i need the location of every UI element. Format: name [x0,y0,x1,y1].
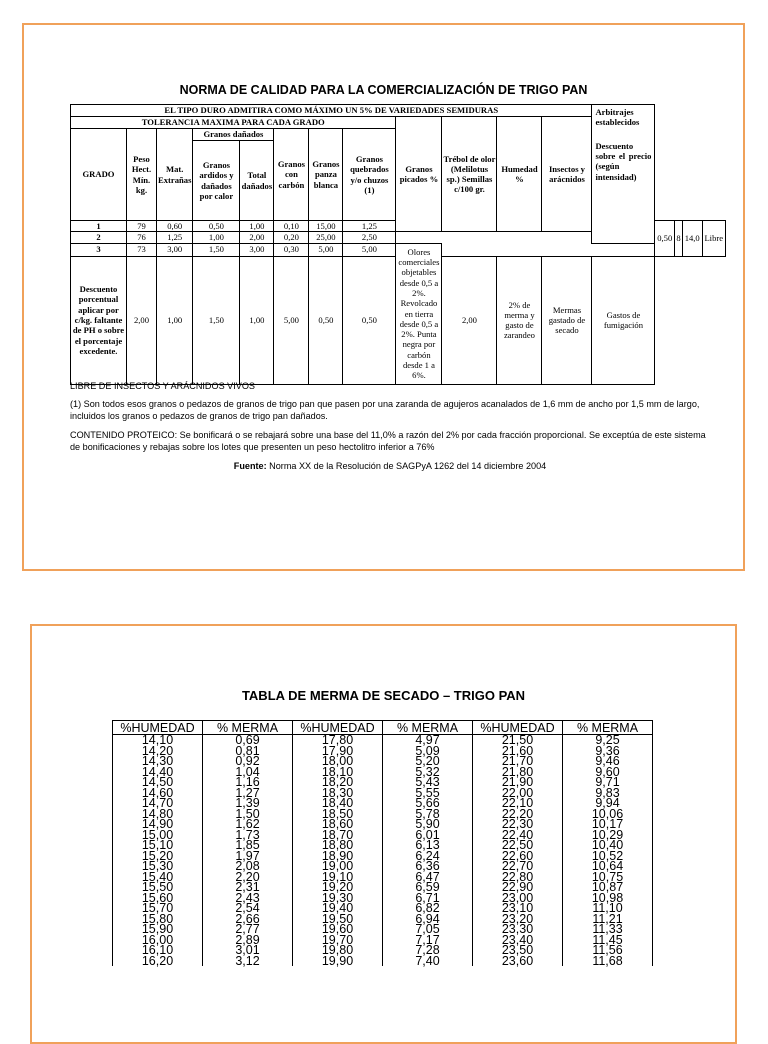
humedad-cell: 22,20 [473,809,563,820]
humedad-cell: 15,40 [113,872,203,883]
humedad-header: Humedad % [497,117,542,232]
carbon-cell: 0,20 [274,232,309,243]
humedad-shared-cell: 14,0 [682,221,702,257]
total-cell: 1,00 [240,221,274,232]
table-row [113,903,653,914]
desc-mat-cell: 1,00 [157,256,193,384]
merma-cell: 10,40 [563,840,653,851]
merma-cell: 6,13 [383,840,473,851]
humedad-cell: 18,30 [293,788,383,799]
merma-cell: 2,66 [203,914,293,925]
total-header: Total dañados [240,141,274,221]
table-row [113,777,653,788]
merma-cell: 1,04 [203,767,293,778]
merma-cell: 6,82 [383,903,473,914]
table-row [113,735,653,746]
humedad-cell: 15,30 [113,861,203,872]
merma-cell: 2,43 [203,893,293,904]
humedad-cell: 19,70 [293,935,383,946]
merma-cell: 5,55 [383,788,473,799]
humedad-cell: 23,20 [473,914,563,925]
desc-total-cell: 1,00 [240,256,274,384]
merma-header-row [113,721,653,735]
merma-cell: 1,16 [203,777,293,788]
desc-carbon-cell: 5,00 [274,256,309,384]
humedad-cell: 15,70 [113,903,203,914]
merma-cell: 9,83 [563,788,653,799]
humedad-cell: 23,10 [473,903,563,914]
merma-cell: 7,17 [383,935,473,946]
quebrados-cell: 5,00 [343,243,396,256]
mat-cell: 0,60 [157,221,193,232]
merma-cell: 5,09 [383,746,473,757]
humedad-cell: 15,80 [113,914,203,925]
humedad-cell: 23,50 [473,945,563,956]
table-row [113,914,653,925]
ardidos-header: Granos ardidos y dañados por calor [193,141,240,221]
humedad-cell: 22,80 [473,872,563,883]
humedad-cell: 22,90 [473,882,563,893]
merma-cell: 1,50 [203,809,293,820]
merma-cell: 11,21 [563,914,653,925]
table-row [113,882,653,893]
humedad-cell: 16,20 [113,956,203,967]
humedad-cell: 17,90 [293,746,383,757]
merma-cell: 9,46 [563,756,653,767]
peso-header: Peso Hect. Mín. kg. [127,129,157,221]
table-row [113,851,653,862]
tolerancia-cell: TOLERANCIA MAXIMA PARA CADA GRADO [71,117,396,129]
total-cell: 3,00 [240,243,274,256]
arbitrajes-header [592,105,655,244]
table-row [113,819,653,830]
merma-cell: 6,24 [383,851,473,862]
merma-cell: 10,98 [563,893,653,904]
mat-cell: 1,25 [157,232,193,243]
table-row [113,809,653,820]
norma-notes [70,380,710,478]
humedad-cell: 23,60 [473,956,563,967]
merma-cell: 7,05 [383,924,473,935]
total-cell: 2,00 [240,232,274,243]
humedad-cell: 21,90 [473,777,563,788]
desc-peso-cell: 2,00 [127,256,157,384]
descuento-precio-label: Descuento sobre el precio (según intensidad) [595,140,652,182]
table-row [113,893,653,904]
merma-cell: 6,01 [383,830,473,841]
merma-cell: 1,62 [203,819,293,830]
table-row [113,756,653,767]
merma-cell: 11,45 [563,935,653,946]
humedad-cell: 14,20 [113,746,203,757]
fuente-line [70,460,710,473]
merma-cell: 7,40 [383,956,473,967]
humedad-cell: 15,20 [113,851,203,862]
merma-cell: 5,66 [383,798,473,809]
merma-cell: 2,77 [203,924,293,935]
merma-cell: 1,97 [203,851,293,862]
table-row [113,840,653,851]
merma-cell: 5,32 [383,767,473,778]
desc-ardidos-cell: 1,50 [193,256,240,384]
humedad-cell: 18,40 [293,798,383,809]
humedad-col-header: %HUMEDAD [293,721,383,735]
humedad-cell: 19,80 [293,945,383,956]
humedad-cell: 19,30 [293,893,383,904]
panza-header: Granos panza blanca [309,129,343,221]
peso-cell: 79 [127,221,157,232]
merma-cell: 0,69 [203,735,293,746]
merma-cell: 3,01 [203,945,293,956]
merma-cell: 2,54 [203,903,293,914]
humedad-cell: 14,40 [113,767,203,778]
merma-cell: 9,25 [563,735,653,746]
humedad-cell: 16,10 [113,945,203,956]
merma-cell: 6,59 [383,882,473,893]
merma-cell: 5,90 [383,819,473,830]
desc-insectos-cell: Gastos de fumigación [592,256,655,384]
descuento-label-cell: Descuento porcentual aplicar por c/kg. faltante de PH o sobre el porcentaje excedente. [71,256,127,384]
humedad-cell: 22,00 [473,788,563,799]
picados-shared-cell: 0,50 [655,221,675,257]
merma-cell: 9,36 [563,746,653,757]
humedad-cell: 21,60 [473,746,563,757]
peso-cell: 76 [127,232,157,243]
humedad-cell: 21,80 [473,767,563,778]
humedad-cell: 14,30 [113,756,203,767]
table-row [113,935,653,946]
humedad-cell: 15,00 [113,830,203,841]
merma-cell: 10,17 [563,819,653,830]
trebol-header: Trébol de olor (Melilotus sp.) Semillas c/100 gr. [442,117,497,232]
mat-header: Mat. Extrañas [157,129,193,221]
humedad-cell: 18,10 [293,767,383,778]
grado-cell: 2 [71,232,127,243]
merma-cell: 5,43 [383,777,473,788]
merma-cell: 0,81 [203,746,293,757]
insectos-shared-cell: Libre [702,221,726,257]
merma-col-header: % MERMA [383,721,473,735]
quebrados-cell: 2,50 [343,232,396,243]
humedad-cell: 14,50 [113,777,203,788]
merma-cell: 10,75 [563,872,653,883]
humedad-cell: 17,80 [293,735,383,746]
humedad-cell: 18,70 [293,830,383,841]
ardidos-cell: 1,00 [193,232,240,243]
merma-cell: 10,52 [563,851,653,862]
norma-card [22,23,745,571]
norma-title: NORMA DE CALIDAD PARA LA COMERCIALIZACIÓN DE TRIGO PAN [179,83,588,97]
libre-insectos-note: LIBRE DE INSECTOS Y ARÁCNIDOS VIVOS [70,381,255,391]
merma-cell: 5,20 [383,756,473,767]
humedad-cell: 22,30 [473,819,563,830]
grado-header: GRADO [71,129,127,221]
table-row [113,788,653,799]
humedad-cell: 18,80 [293,840,383,851]
humedad-cell: 19,60 [293,924,383,935]
merma-cell: 2,20 [203,872,293,883]
contenido-proteico-note: CONTENIDO PROTEICO: Se bonificará o se rebajará sobre una base del 11,0% a razón del 2% por cada fracción proporcional. Se exceptúa de este sistema de bonificaciones y rebajas sobre los lotes que presenten un peso hectolitro inferior a 76% [70,429,706,453]
table-row [113,872,653,883]
merma-cell: 5,78 [383,809,473,820]
table-row [113,830,653,841]
fuente-label: Fuente: [233,460,267,471]
merma-cell: 11,56 [563,945,653,956]
merma-cell: 2,31 [203,882,293,893]
table-row [113,861,653,872]
humedad-cell: 14,10 [113,735,203,746]
merma-cell: 9,94 [563,798,653,809]
humedad-cell: 18,60 [293,819,383,830]
humedad-cell: 18,90 [293,851,383,862]
quebrados-header: Granos quebrados y/o chuzos (1) [343,129,396,221]
merma-cell: 6,71 [383,893,473,904]
humedad-cell: 19,00 [293,861,383,872]
table-row [113,746,653,757]
humedad-cell: 22,40 [473,830,563,841]
merma-cell: 11,10 [563,903,653,914]
grado-cell: 1 [71,221,127,232]
merma-cell: 10,29 [563,830,653,841]
humedad-cell: 16,00 [113,935,203,946]
humedad-col-header: %HUMEDAD [113,721,203,735]
desc-quebrados-cell: 0,50 [343,256,396,384]
panza-cell: 25,00 [309,232,343,243]
merma-cell: 0,92 [203,756,293,767]
humedad-cell: 23,00 [473,893,563,904]
picados-header: Granos picados % [396,117,442,232]
merma-col-header: % MERMA [203,721,293,735]
table-row [113,945,653,956]
merma-cell: 9,60 [563,767,653,778]
humedad-cell: 19,40 [293,903,383,914]
humedad-cell: 19,10 [293,872,383,883]
merma-cell: 2,89 [203,935,293,946]
merma-cell: 9,71 [563,777,653,788]
merma-cell: 10,87 [563,882,653,893]
merma-table [112,720,653,966]
carbon-header: Granos con carbón [274,129,309,221]
peso-cell: 73 [127,243,157,256]
footnote-1: (1) Son todos esos granos o pedazos de granos de trigo pan que pasen por una zaranda de agujeros acanalados de 1,6 mm de ancho por 1,5 mm de largo, incluidos los granos o pedazos de granos de trigo pan dañados. [70,398,700,422]
merma-cell: 7,28 [383,945,473,956]
trebol-shared-cell: 8 [675,221,683,257]
granos-danados-header: Granos dañados [193,129,274,141]
table-row [113,767,653,778]
banner-cell: EL TIPO DURO ADMITIRA COMO MÁXIMO UN 5% DE VARIEDADES SEMIDURAS [71,105,592,117]
desc-trebol-cell: 2% de merma y gasto de zarandeo [497,256,542,384]
humedad-cell: 15,60 [113,893,203,904]
humedad-cell: 14,70 [113,798,203,809]
panza-cell: 15,00 [309,221,343,232]
merma-cell: 1,85 [203,840,293,851]
humedad-cell: 23,30 [473,924,563,935]
merma-cell: 11,68 [563,956,653,967]
merma-cell: 1,73 [203,830,293,841]
humedad-cell: 18,50 [293,809,383,820]
desc-humedad-cell: Mermas gastado de secado [542,256,592,384]
merma-cell: 1,27 [203,788,293,799]
merma-col-header: % MERMA [563,721,653,735]
arbitrajes-label: Arbitrajes establecidos [595,107,640,128]
table-row [113,956,653,967]
table-row [113,798,653,809]
ardidos-cell: 1,50 [193,243,240,256]
humedad-cell: 19,20 [293,882,383,893]
table-row [113,924,653,935]
desc-picados-cell: 2,00 [442,256,497,384]
fuente-text: Norma XX de la Resolución de SAGPyA 1262 del 14 diciembre 2004 [269,460,547,471]
insectos-header: Insectos y arácnidos [542,117,592,232]
merma-cell: 10,64 [563,861,653,872]
carbon-cell: 0,30 [274,243,309,256]
arbitrajes-text: Olores comerciales objetables desde 0,5 a 2%. Revolcado en tierra desde 0,5 a 2%. Punta negra por carbón desde 1 a 6%. [396,243,442,384]
merma-title: TABLA DE MERMA DE SECADO – TRIGO PAN [241,688,526,703]
mat-cell: 3,00 [157,243,193,256]
humedad-cell: 14,90 [113,819,203,830]
merma-body [113,735,653,967]
quebrados-cell: 1,25 [343,221,396,232]
desc-panza-cell: 0,50 [309,256,343,384]
humedad-cell: 22,50 [473,840,563,851]
merma-cell: 1,39 [203,798,293,809]
ardidos-cell: 0,50 [193,221,240,232]
merma-cell: 10,06 [563,809,653,820]
humedad-cell: 19,90 [293,956,383,967]
humedad-cell: 22,70 [473,861,563,872]
merma-cell: 11,33 [563,924,653,935]
humedad-cell: 15,50 [113,882,203,893]
humedad-cell: 23,40 [473,935,563,946]
humedad-cell: 21,50 [473,735,563,746]
humedad-cell: 14,60 [113,788,203,799]
merma-cell: 2,08 [203,861,293,872]
humedad-cell: 22,10 [473,798,563,809]
merma-cell: 4,97 [383,735,473,746]
norma-table [70,104,726,385]
merma-cell: 6,47 [383,872,473,883]
carbon-cell: 0,10 [274,221,309,232]
grado-cell: 3 [71,243,127,256]
humedad-cell: 15,90 [113,924,203,935]
humedad-cell: 19,50 [293,914,383,925]
humedad-cell: 22,60 [473,851,563,862]
merma-card [30,624,737,1044]
humedad-cell: 18,20 [293,777,383,788]
merma-cell: 6,36 [383,861,473,872]
panza-cell: 5,00 [309,243,343,256]
humedad-cell: 15,10 [113,840,203,851]
humedad-cell: 14,80 [113,809,203,820]
humedad-cell: 21,70 [473,756,563,767]
humedad-cell: 18,00 [293,756,383,767]
merma-cell: 6,94 [383,914,473,925]
merma-cell: 3,12 [203,956,293,967]
humedad-col-header: %HUMEDAD [473,721,563,735]
